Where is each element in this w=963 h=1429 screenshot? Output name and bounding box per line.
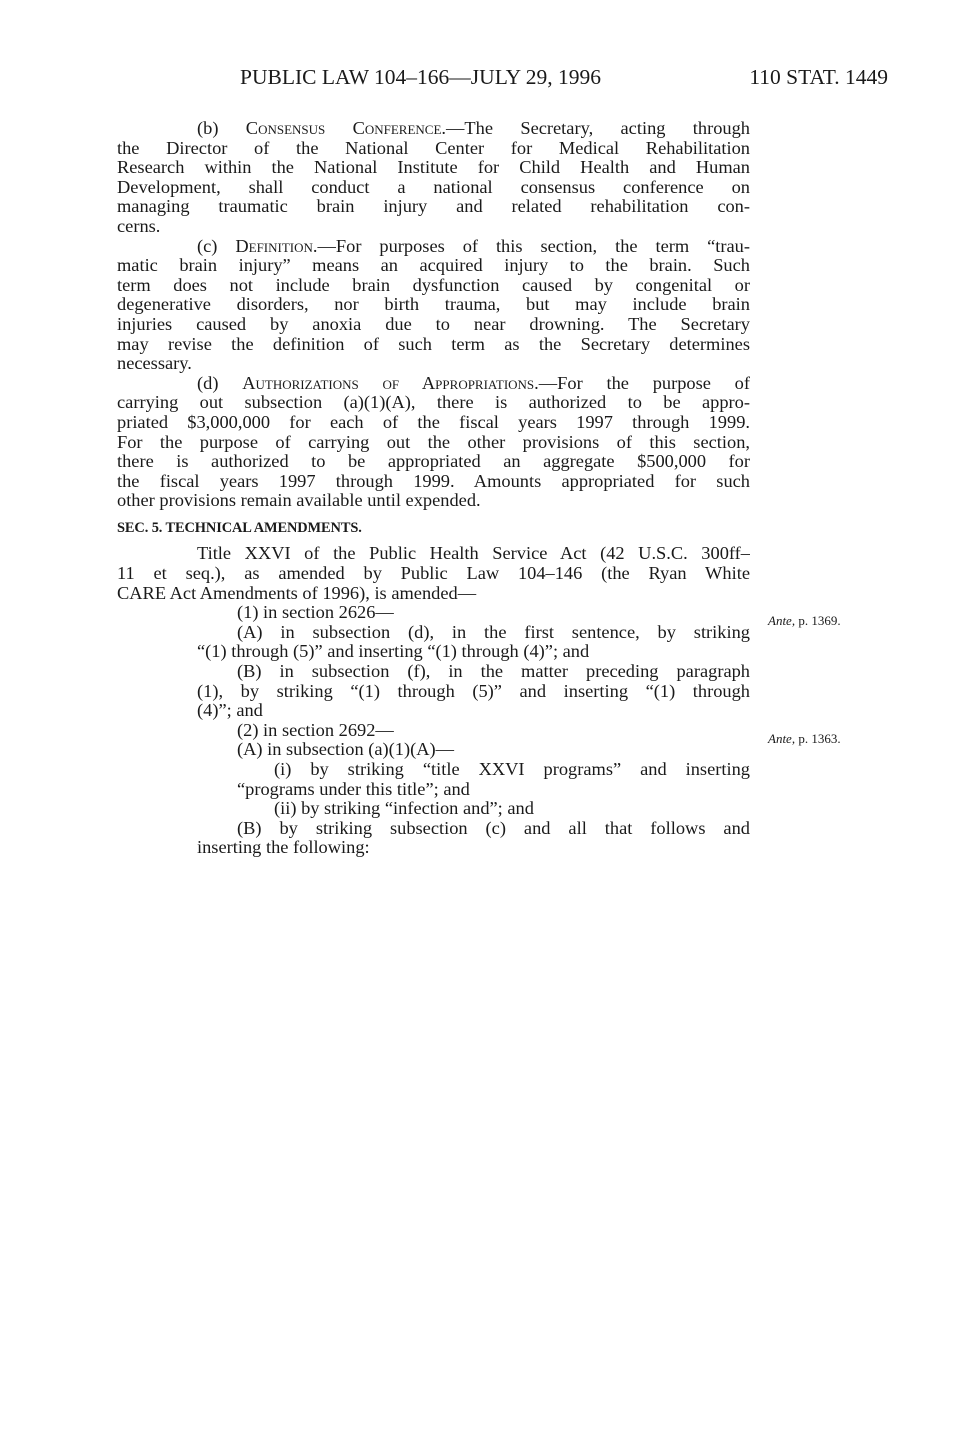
paragraph-2: (2) in section 2692—	[237, 719, 394, 740]
text-line: term does not include brain dysfunction caused by congenital or	[117, 275, 750, 295]
section-heading: SEC. 5. TECHNICAL AMENDMENTS.	[117, 519, 362, 536]
text-line: degenerative disorders, nor birth trauma, but may include brain	[117, 295, 750, 315]
text-line: (1), by striking “(1) through (5)” and inserting “(1) through	[197, 681, 750, 701]
text-line: managing traumatic brain injury and related rehabilitation con-	[117, 197, 750, 217]
subsection-b-lead: (b)	[197, 119, 246, 138]
text-line: .—For purposes of this section, the term “trau-	[312, 236, 750, 256]
text-line: inserting the following:	[197, 837, 370, 858]
margin-note-page: p. 1363.	[795, 731, 841, 746]
text-line	[117, 237, 750, 257]
margin-note-label: Ante,	[768, 731, 796, 746]
text-line: .—For the purpose of	[534, 373, 750, 393]
text-line: the fiscal years 1997 through 1999. Amounts appropriated for such	[117, 471, 750, 491]
text-line: other provisions remain available until expended.	[117, 490, 481, 511]
subsection-c-caption: Definition	[235, 236, 313, 256]
text-line: there is authorized to be appropriated an aggregate $500,000 for	[117, 452, 750, 472]
subsection-c	[117, 237, 750, 374]
running-header-stat-page: 110 STAT. 1449	[749, 65, 888, 89]
text-line: (ii) by striking “infection and”; and	[274, 798, 534, 819]
text-line	[117, 374, 750, 394]
page-body	[117, 119, 750, 858]
margin-note-label: Ante,	[768, 613, 796, 628]
subsection-b-caption: Consensus Conference	[245, 119, 442, 138]
text-line: For the purpose of carrying out the other provisions of this section,	[117, 432, 750, 452]
text-line: “programs under this title”; and	[237, 778, 470, 799]
text-line: (A) in subsection (a)(1)(A)—	[237, 739, 455, 760]
text-line: cerns.	[117, 215, 161, 236]
text-line: Title XXVI of the Public Health Service Act (42 U.S.C. 300ff–	[197, 544, 750, 564]
subsection-d	[117, 374, 750, 511]
text-line: necessary.	[117, 353, 192, 374]
section-5-body	[117, 544, 750, 858]
subsection-c-lead: (c)	[197, 236, 236, 256]
subsection-d-lead: (d)	[197, 373, 243, 393]
text-line: 11 et seq.), as amended by Public Law 104–146 (the Ryan White	[117, 564, 750, 584]
subsection-d-caption: Authorizations of Appropriations	[242, 373, 535, 393]
text-line: (B) by striking subsection (c) and all that follows and	[237, 818, 750, 838]
margin-note	[768, 731, 841, 747]
text-line: matic brain injury” means an acquired injury to the brain. Such	[117, 256, 750, 276]
paragraph-1: (1) in section 2626—	[237, 602, 394, 623]
text-line: (B) in subsection (f), in the matter preceding paragraph	[237, 662, 750, 682]
text-line: CARE Act Amendments of 1996), is amended—	[117, 582, 477, 603]
text-line: Development, shall conduct a national consensus conference on	[117, 177, 750, 197]
text-line: the Director of the National Center for Medical Rehabilitation	[117, 138, 750, 158]
text-line: (i) by striking “title XXVI programs” and inserting	[274, 760, 750, 779]
text-line: “(1) through (5)” and inserting “(1) through (4)”; and	[197, 641, 590, 662]
margin-note-page: p. 1369.	[795, 613, 841, 628]
text-line: injuries caused by anoxia due to near drowning. The Secretary	[117, 314, 750, 334]
text-line: priated $3,000,000 for each of the fiscal years 1997 through 1999.	[117, 412, 750, 432]
text-line: carrying out subsection (a)(1)(A), there is authorized to be appro-	[117, 393, 750, 413]
margin-note	[768, 613, 841, 629]
text-line: may revise the definition of such term as the Secretary determines	[117, 334, 750, 354]
subsection-b	[117, 119, 750, 237]
running-header-title: PUBLIC LAW 104–166—JULY 29, 1996	[240, 65, 602, 89]
text-line: (4)”; and	[197, 700, 263, 721]
text-line: (A) in subsection (d), in the first sentence, by striking	[237, 622, 750, 642]
text-line: .—The Secretary, acting through	[441, 119, 750, 138]
text-line	[117, 119, 750, 139]
text-line: Research within the National Institute for Child Health and Human	[117, 158, 750, 178]
